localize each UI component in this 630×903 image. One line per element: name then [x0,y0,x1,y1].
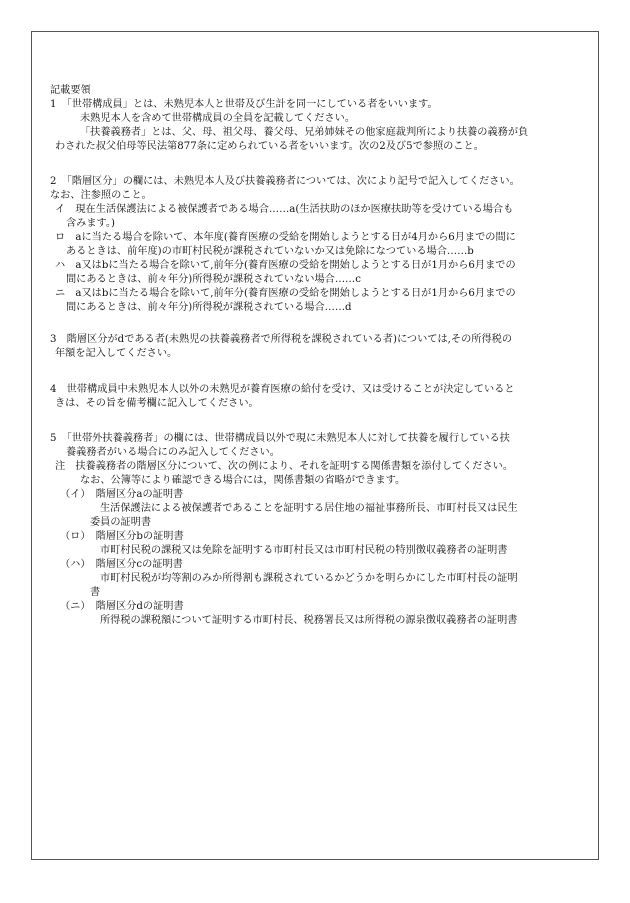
page-heading: 記載要領 [50,85,91,96]
cert-c-line-1: 市町村民税が均等割のみか所得割も課税されているかどうかを明らかにした市町村長の証明 [100,573,518,584]
cert-c-title: （ハ） 階層区分cの証明書 [60,559,183,570]
cert-b-line-1: 市町村民税の課税又は免除を証明する市町村長又は市町村民税の特別徴収義務者の証明書 [100,545,508,556]
section-1-line-4: わされた叔父伯母等民法第877条に定められている者をいいます。次の2及び5で参照のこと。 [55,141,484,152]
section-3-line-2: 年額を記入してください。 [55,348,178,359]
section-4-line-2: きは、その旨を備考欄に記入してください。 [55,398,259,409]
section-2-line-2: なお、注参照のこと。 [50,190,152,201]
cert-a-title: （イ） 階層区分aの証明書 [60,489,184,500]
section-1-line-3: 「扶養義務者」とは、父、母、祖父母、養父母、兄弟姉妹その他家庭裁判所により扶養の義務が負 [80,127,529,138]
note-line-1: 注 扶養義務者の階層区分について、次の例により、それを証明する関係書類を添付してください。 [55,461,514,472]
cert-a-line-2: 委員の証明書 [90,517,152,528]
item-ni-line-2: 間にあるときは、前々年分)所得税が課税されている場合……d [66,302,352,313]
item-ro-line-2: あるときは、前年度)の市町村民税が課税されていないか又は免除になつている場合……b [66,246,474,257]
item-ro-line-1: ロ aに当たる場合を除いて、本年度(養育医療の受給を開始しようとする日が4月から6月までの間に [55,232,516,243]
cert-d-title: （ニ） 階層区分dの証明書 [60,601,184,612]
item-i-line-2: 含みます。) [66,218,115,229]
item-ha-line-1: ハ a又はbに当たる場合を除いて,前年分(養育医療の受給を開始しようとする日が1月から6月までの [55,260,516,271]
note-line-2: なお、公簿等により確認できる場合には，関係書類の省略ができます。 [80,475,406,486]
section-1-line-2: 未熟児本人を含めて世帯構成員の全員を記載してください。 [80,113,356,124]
section-5-line-1: 5 「世帯外扶養義務者」の欄には、世帯構成員以外で現に未熟児本人に対して扶養を履行している扶 [50,433,510,444]
section-4-line-1: 4 世帯構成員中未熟児本人以外の未熟児が養育医療の給付を受け、又は受けることが決定していると [50,384,515,395]
cert-a-line-1: 生活保護法による被保護者であることを証明する居住地の福祉事務所長、市町村長又は民生 [100,503,518,514]
item-ha-line-2: 間にあるときは、前々年分)所得税が課税されていない場合……c [66,274,361,285]
cert-b-title: （ロ） 階層区分bの証明書 [60,531,184,542]
cert-d-line-1: 所得税の課税額について証明する市町村長、税務署長又は所得税の源泉徴収義務者の証明書 [100,615,518,626]
item-ni-line-1: ニ a又はbに当たる場合を除いて,前年分(養育医療の受給を開始しようとする日が1月から6月までの [55,288,516,299]
section-3-line-1: 3 階層区分がdである者(未熟児の扶養義務者で所得税を課税されている者)については,その所得税の [50,334,513,345]
section-1-line-1: 1 「世帯構成員」とは、未熟児本人と世帯及び生計を同一にしている者をいいます。 [50,99,438,110]
cert-c-line-2: 書 [90,587,101,598]
page-frame [31,31,599,860]
item-i-line-1: イ 現在生活保護法による被保護者である場合……a(生活扶助のほか医療扶助等を受けている場合も [55,204,514,215]
section-2-line-1: 2 「階層区分」の欄には、未熟児本人及び扶養義務者については、次により記号で記入してください。 [50,176,520,187]
section-5-line-2: 養義務者がいる場合にのみ記入してください。 [66,447,280,458]
